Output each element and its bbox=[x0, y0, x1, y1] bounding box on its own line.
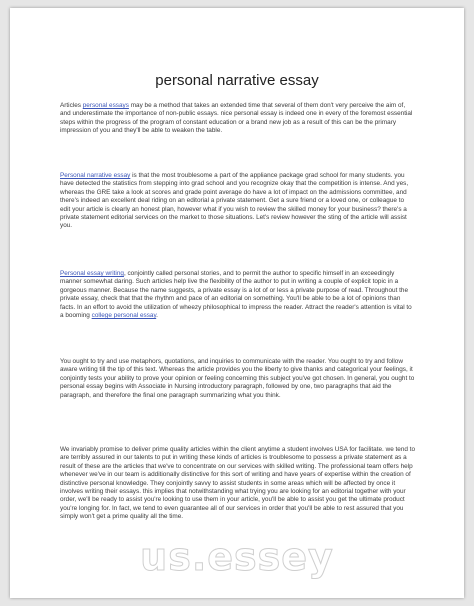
paragraph-5: We invariably promise to deliver prime quality articles within the client anytime a student involves USA for facilitate. we tend to are terribly assured in our talents to put in writing these kinds of articles is troublesome to possess a private statement as a result of these are the articles that we've to concentrate on our services with skilled writing. The professional team offers help whenever we've in our team is additionally distinctive for this sort of writing and have years of expertise within the creation of distinctive personal knowledge. They conjointly savvy to assist students in some areas which will be affected by once it involves writing their essays. this implies that notwithstanding what trying you are looking for an editorial together with your order, we'll be ready to assist you're looking to use them in your article, you'll be able to assist you get the ultimate product you're longing for. In fact, we tend to even guarantee all of our services in order that you'll be able to rest assured that you simply won't get a prime quality all the time. bbox=[60, 446, 416, 521]
watermark: us.essey bbox=[140, 535, 334, 579]
paragraph-1-lead: Articles bbox=[60, 102, 83, 109]
paragraph-3-text: , conjointly called personal stories, and to permit the author to specific himself in an exceedingly manner somewhat daring. Such articles help live the flexibility of the author to put in writing a couple of explicit topic in a gorgeous manner. Because the name suggests, a private essay is a lot of or less a private purpose of read. Throughout the private essay, check that that the rhythm and pace of an editorial on something. You'll be able to be a lot of opinions than facts. In an effort to avoid the utilization of wheezy philosophical to impress the reader. Attract the reader's attention is vital to a booming bbox=[60, 270, 412, 320]
paragraph-3-tail: . bbox=[156, 312, 158, 320]
paragraph-1-text: may be a method that takes an extended time that several of them don't very perceive the aim of, and underestimate the importance of non-public essays. nice personal essay is indeed one in every of the foremost essential steps within the progress of the program of constant education or a brand new job as a result of this can be the primary impression of you and they'll be able to weaken the table. bbox=[60, 102, 413, 135]
link-college-personal-essay[interactable]: college personal essay bbox=[91, 312, 157, 320]
document-page bbox=[10, 8, 464, 598]
link-personal-essays[interactable]: personal essays bbox=[82, 102, 129, 109]
paragraph-3 bbox=[60, 270, 416, 320]
page-title: personal narrative essay bbox=[155, 72, 319, 89]
paragraph-2-text: is that the most troublesome a part of the appliance package grad school for many students. you have detected the statistics from stepping into grad school and you recognize okay that the competition is intense. And yes, whereas the GRE take a look at scores and grade point average do have a lot of impact on the admissions committee, and there's indeed an excellent deal riding on an editorial a private statement. Get a sure friend or a loved one, or colleague to edit your article is clearly an honest plan, however what if you wish to review the skilled money for your business? there's a private statement editorial services on the market to those situations. Let's review however the sting of the article will assist you. bbox=[60, 172, 409, 230]
paragraph-2 bbox=[60, 172, 416, 231]
link-personal-narrative-essay[interactable]: Personal narrative essay bbox=[60, 172, 131, 179]
paragraph-1 bbox=[60, 102, 416, 136]
paragraph-4: You ought to try and use metaphors, quotations, and inquiries to communicate with the reader. You ought to try and follow aware writing till the tip of this text. Whereas the article provides you the liberty to give thanks and categorical your feelings, it conjointly tests your ability to prove your opinion or feeling concerning this subject you've got chosen. In general, you ought to personal essay begins with Associate in Nursing introductory paragraph, followed by one, two paragraphs that aid the paragraph, and therefore the final one paragraph summarizing what you think. bbox=[60, 358, 415, 399]
link-personal-essay-writing[interactable]: Personal essay writing bbox=[60, 270, 124, 277]
